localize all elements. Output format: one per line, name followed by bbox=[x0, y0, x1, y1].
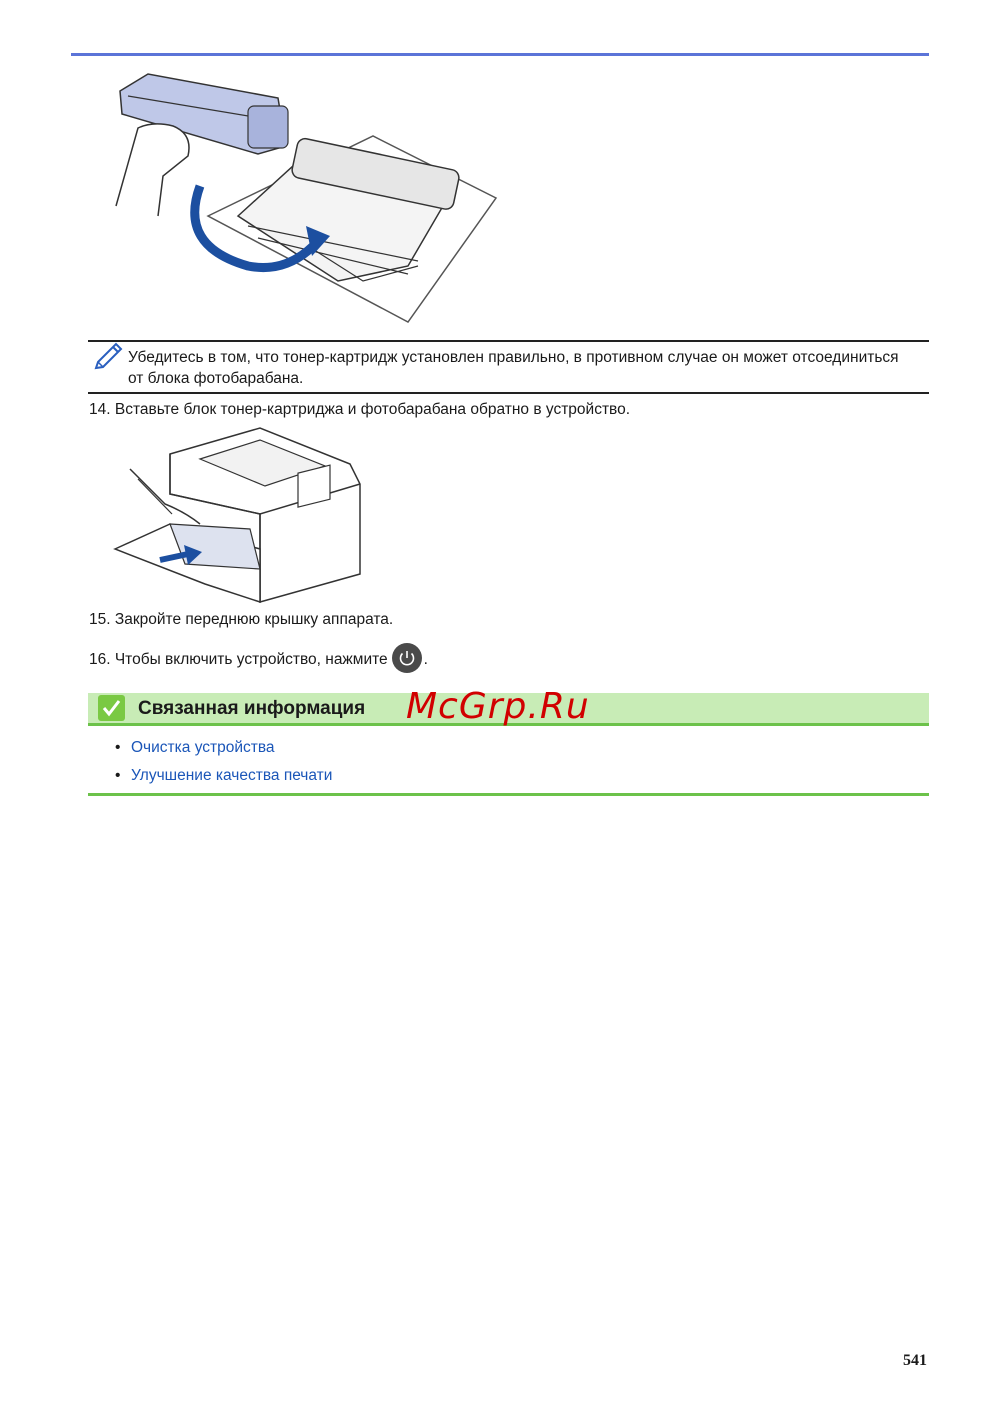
list-item bbox=[115, 762, 332, 790]
note-box bbox=[88, 340, 929, 394]
related-info-title: Связанная информация bbox=[138, 698, 366, 719]
link-device-cleaning[interactable]: Очистка устройства bbox=[131, 739, 275, 756]
step-15: 15. Закройте переднюю крышку аппарата. bbox=[89, 611, 394, 628]
checkmark-icon bbox=[98, 695, 125, 721]
toner-into-drum-illustration bbox=[108, 66, 508, 326]
watermark: McGrp.Ru bbox=[406, 686, 590, 727]
power-button-icon bbox=[392, 643, 422, 673]
bullet: • bbox=[115, 739, 121, 756]
related-bottom-rule bbox=[88, 793, 929, 796]
top-rule bbox=[71, 53, 929, 56]
note-text: Убедитесь в том, что тонер-картридж установлен правильно, в противном случае он может отсоединиться от блока фотобарабана. bbox=[128, 349, 899, 387]
step-14: 14. Вставьте блок тонер-картриджа и фотобарабана обратно в устройство. bbox=[89, 401, 631, 418]
pencil-note-icon bbox=[92, 336, 126, 370]
bullet: • bbox=[115, 767, 121, 784]
link-improve-print-quality[interactable]: Улучшение качества печати bbox=[131, 767, 333, 784]
list-item bbox=[115, 734, 332, 762]
step-16 bbox=[89, 645, 428, 675]
page-number: 541 bbox=[903, 1352, 927, 1369]
step-16-end: . bbox=[423, 651, 428, 669]
insert-into-machine-illustration bbox=[110, 424, 370, 604]
step-16-text: 16. Чтобы включить устройство, нажмите bbox=[89, 651, 388, 669]
related-links bbox=[115, 734, 332, 790]
